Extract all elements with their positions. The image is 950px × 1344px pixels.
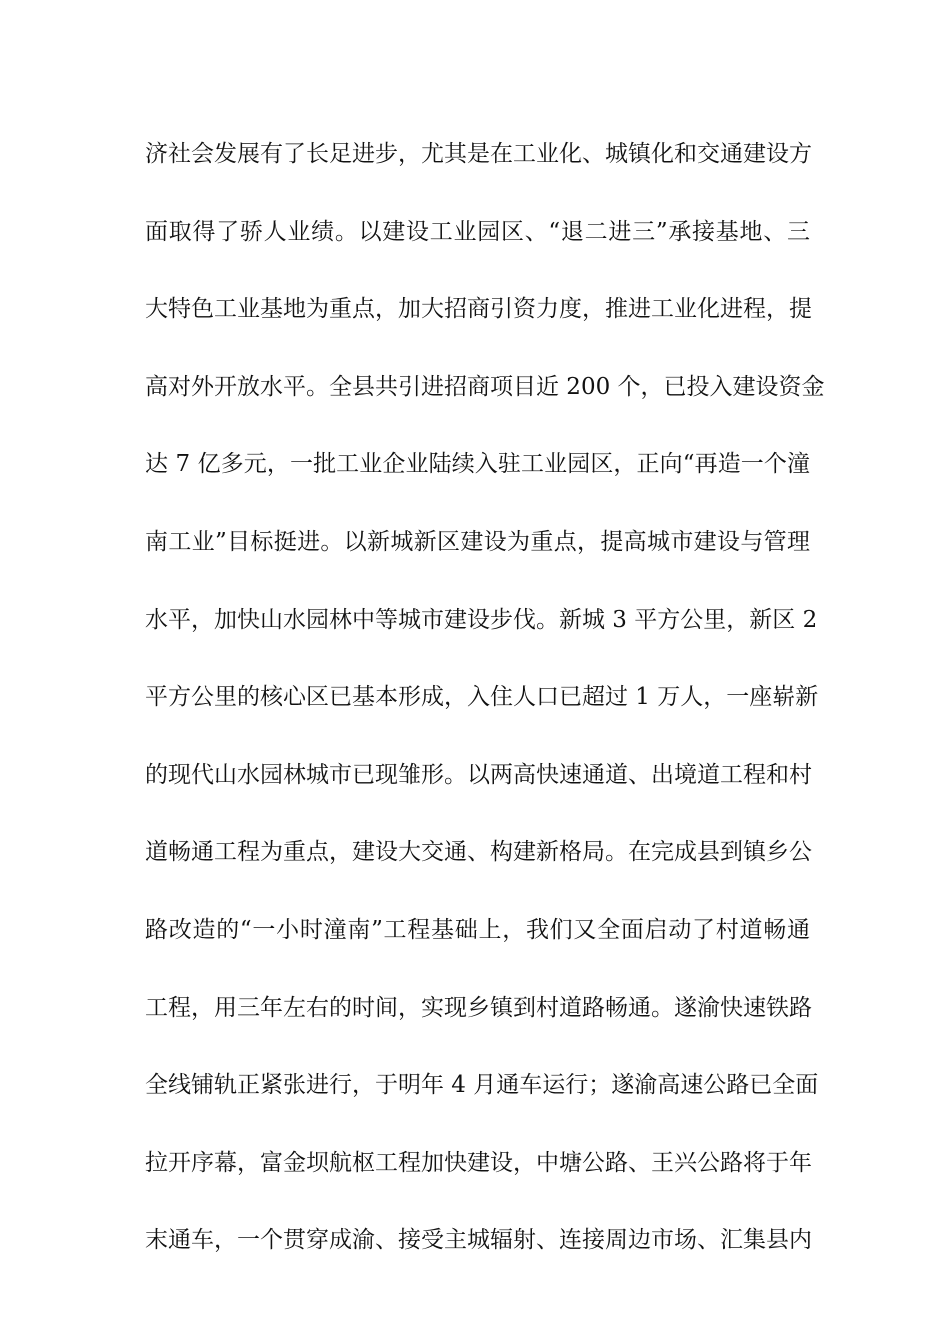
text-line: 济社会发展有了长足进步，尤其是在工业化、城镇化和交通建设方 xyxy=(145,141,812,167)
text-line: 高对外开放水平。全县共引进招商项目近 200 个，已投入建设资金 xyxy=(145,373,825,400)
text-line: 大特色工业基地为重点，加大招商引资力度，推进工业化进程，提 xyxy=(145,296,812,323)
text-line: 拉开序幕，富金坝航枢工程加快建设，中塘公路、王兴公路将于年 xyxy=(145,1149,812,1176)
text-line: 水平，加快山水园林中等城市建设步伐。新城 3 平方公里，新区 2 xyxy=(145,606,818,633)
text-line: 道畅通工程为重点，建设大交通、构建新格局。在完成县到镇乡公 xyxy=(145,839,812,866)
text-line: 末通车，一个贯穿成渝、接受主城辐射、连接周边市场、汇集县内 xyxy=(145,1227,812,1254)
text-line: 工程，用三年左右的时间，实现乡镇到村道路畅通。遂渝快速铁路 xyxy=(145,994,812,1021)
text-line: 全线铺轨正紧张进行，于明年 4 月通车运行；遂渝高速公路已全面 xyxy=(145,1072,819,1099)
text-line: 南工业”目标挺进。以新城新区建设为重点，提高城市建设与管理 xyxy=(145,528,810,555)
body-paragraph xyxy=(145,133,825,1297)
text-line: 平方公里的核心区已基本形成，入住人口已超过 1 万人，一座崭新 xyxy=(145,684,819,711)
text-line: 的现代山水园林城市已现雏形。以两高快速通道、出境道工程和村 xyxy=(145,761,812,788)
text-line: 路改造的“一小时潼南”工程基础上，我们又全面启动了村道畅通 xyxy=(145,916,810,943)
text-line: 面取得了骄人业绩。以建设工业园区、“退二进三”承接基地、三 xyxy=(145,218,810,245)
text-line: 达 7 亿多元，一批工业企业陆续入驻工业园区，正向“再造一个潼 xyxy=(145,451,810,478)
